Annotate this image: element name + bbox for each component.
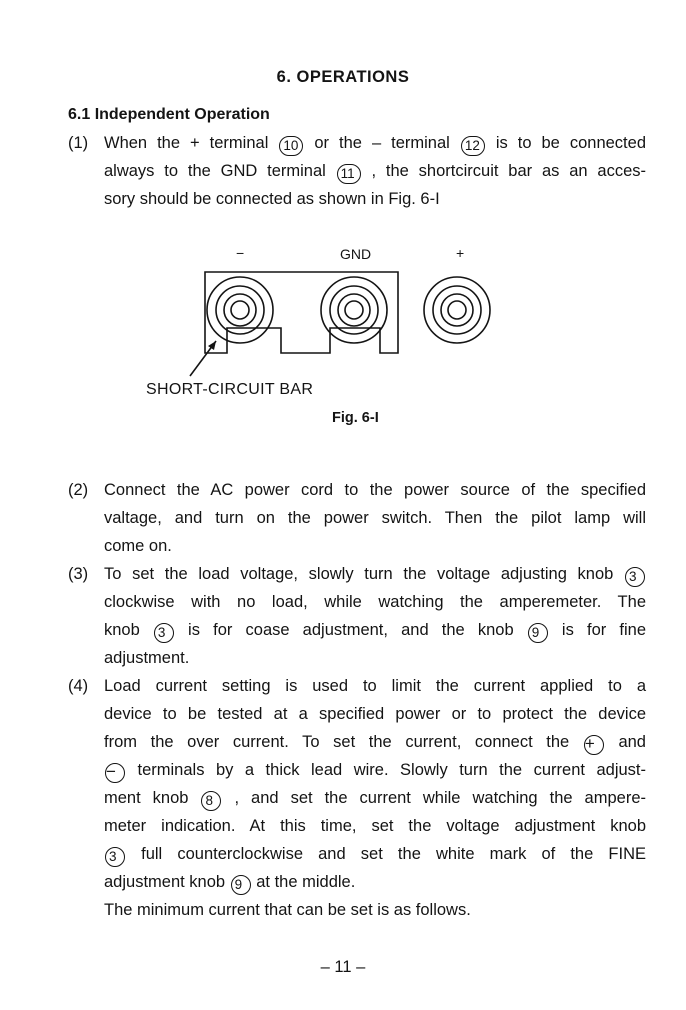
paragraph-line: from the over current. To set the current, connect the + and <box>104 733 646 753</box>
knob-ref-3: 3 <box>105 847 125 867</box>
minus-terminal-label: − <box>236 245 245 261</box>
gnd-terminal-label: GND <box>340 246 372 262</box>
leader-arrow-icon <box>208 341 216 350</box>
paragraph-line: adjustment. <box>104 649 190 667</box>
item-number: (3) <box>68 565 89 583</box>
paragraph-line: Load current setting is used to limit the current applied to a <box>104 677 646 695</box>
paragraph-line: device to be tested at a specified power or to protect the device <box>104 705 646 723</box>
figure-caption: Fig. 6-I <box>332 410 379 426</box>
knob-ref-3: 3 <box>625 567 645 587</box>
terminal-diagram <box>150 262 530 382</box>
item-number: (2) <box>68 481 89 499</box>
minus-terminal-ref: − <box>105 763 125 783</box>
paragraph-line: When the + terminal 10 or the – terminal 12 is to be connected <box>104 134 646 156</box>
paragraph-line: knob 3 is for coase adjustment, and the knob 9 is for fine <box>104 621 646 643</box>
page-number: – 11 – <box>320 958 366 976</box>
plus-terminal-ref: + <box>584 735 604 755</box>
knob-ref-9: 9 <box>528 623 548 643</box>
paragraph-line: valtage, and turn on the power switch. Then the pilot lamp will <box>104 509 646 527</box>
gnd-terminal-icon <box>321 277 387 343</box>
paragraph-line: always to the GND terminal 11 , the shortcircuit bar as an acces- <box>104 162 646 184</box>
page-title: 6. OPERATIONS <box>276 68 410 86</box>
paragraph-line: come on. <box>104 537 172 555</box>
paragraph-line: ment knob 8 , and set the current while watching the ampere- <box>104 789 646 811</box>
paragraph-line: clockwise with no load, while watching the amperemeter. The <box>104 593 646 611</box>
paragraph-line: − terminals by a thick lead wire. Slowly turn the current adjust- <box>106 761 646 781</box>
paragraph-line: meter indication. At this time, set the voltage adjustment knob <box>104 817 646 835</box>
item-number: (1) <box>68 134 89 152</box>
plus-terminal-icon <box>424 277 490 343</box>
item-number: (4) <box>68 677 89 695</box>
short-circuit-bar-label: SHORT-CIRCUIT BAR <box>146 381 314 398</box>
knob-ref-8: 8 <box>201 791 221 811</box>
paragraph-line: adjustment knob 9 at the middle. <box>104 873 646 895</box>
knob-ref-9: 9 <box>231 875 251 895</box>
paragraph-line <box>104 565 646 587</box>
terminal-ref-10: 10 <box>279 136 303 156</box>
terminal-ref-12: 12 <box>461 136 485 156</box>
minus-terminal-icon <box>207 277 273 343</box>
paragraph-line: sory should be connected as shown in Fig. 6-I <box>104 190 440 208</box>
paragraph-line: Connect the AC power cord to the power source of the specified <box>104 481 646 499</box>
knob-ref-3: 3 <box>154 623 174 643</box>
terminal-ref-11: 11 <box>337 164 361 184</box>
paragraph-line: The minimum current that can be set is as follows. <box>104 901 471 919</box>
line-text: To set the load voltage, slowly turn the voltage adjusting knob <box>104 565 614 583</box>
paragraph-line: 3 full counterclockwise and set the white mark of the FINE <box>104 845 646 867</box>
section-heading: 6.1 Independent Operation <box>68 106 270 123</box>
plus-terminal-label: + <box>456 245 465 261</box>
